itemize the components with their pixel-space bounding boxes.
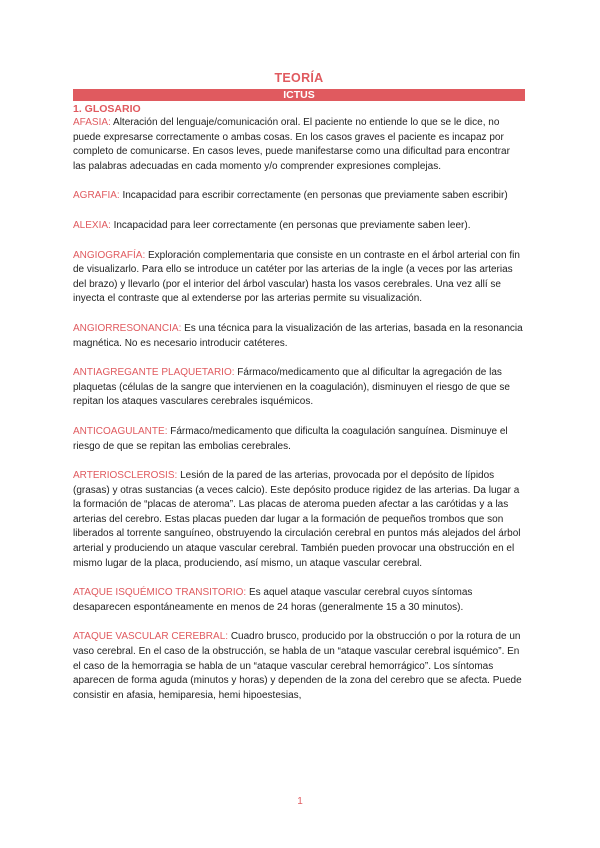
glossary-entry-ataque-isquemico: ATAQUE ISQUÉMICO TRANSITORIO: Es aquel ataque vascular cerebral cuyos síntomas desaparecen espontáneamente en menos de 24 horas (generalmente 15 a 30 minutos). bbox=[73, 587, 473, 613]
glossary-entry-anticoagulante: ANTICOAGULANTE: Fármaco/medicamento que dificulta la coagulación sanguínea. Disminuye el riesgo de que se repitan las embolias cerebrales. bbox=[73, 425, 508, 452]
glossary-definition: Es aquel ataque vascular cerebral cuyos síntomas desaparecen espontáneamente en menos de 24 horas (generalmente 15 a 30 minutos). bbox=[73, 587, 473, 613]
glossary-term: ANTIAGREGANTE PLAQUETARIO bbox=[73, 367, 232, 379]
glossary-term: ATAQUE VASCULAR CEREBRAL bbox=[73, 631, 226, 643]
glossary-entry-arteriosclerosis: ARTERIOSCLEROSIS: Lesión de la pared de las arterias, provocada por el depósito de lípidos (grasas) y otras sustancias (a veces calcio). Este depósito produce rigidez de las arterias. Da lugar a la formación de “placas de ateroma”. Las placas de ateroma pueden afectar a las carótidas y a las arterias del cerebro. Estas placas pueden dar lugar a la formación de pequeños trombos que son liberados al torrente sanguíneo, obstruyendo la circulación cerebral en puntos más alejados del árbol arterial y produciendo un ataque vascular cerebral. También pueden provocar una obstrucción en el mismo lugar de la placa, produciendo, así mismo, un ataque vascular cerebral. bbox=[73, 470, 521, 569]
glossary-entry-antiagregante: ANTIAGREGANTE PLAQUETARIO: Fármaco/medicamento que al dificultar la agregación de las plaquetas (células de la sangre que intervienen en la coagulación), disminuyen el riesgo de que se repitan los ataques vasculares cerebrales isquémicos. bbox=[73, 367, 510, 408]
glossary-definition: Lesión de la pared de las arterias, provocada por el depósito de lípidos (grasas) y otras sustancias (a veces calcio). Este depósito produce rigidez de las arterias. Da lugar a la formación de “placas de ateroma”. Las placas de ateroma pueden afectar a las carótidas y a las arterias del cerebro. Estas placas pueden dar lugar a la formación de pequeños trombos que son liberados al torrente sanguíneo, obstruyendo la circulación cerebral en puntos más alejados del árbol arterial y produciendo un ataque vascular cerebral. También pueden provocar una obstrucción en el mismo lugar de la placa, produciendo, así mismo, un ataque vascular cerebral. bbox=[73, 470, 521, 569]
glossary-definition: Exploración complementaria que consiste en un contraste en el árbol arterial con fin de visualizarlo. Para ello se introduce un catéter por las arterias de la ingle (a veces por las arterias del brazo) y llevarlo (por el interior del árbol vascular) hasta los vasos cerebrales. Una vez allí se inyecta el contraste que al extenderse por las arterias permite su visualización. bbox=[73, 249, 520, 305]
document-title: TEORÍA bbox=[274, 71, 324, 85]
document-page bbox=[73, 70, 525, 718]
glossary-term: ANGIOGRAFÍA bbox=[73, 249, 143, 261]
glossary-term: ATAQUE ISQUÉMICO TRANSITORIO bbox=[73, 587, 244, 599]
glossary-definition: Es una técnica para la visualización de las arterias, basada en la resonancia magnética. No es necesario introducir catéteres. bbox=[73, 322, 523, 349]
glossary-entry-afasia: AFASIA: Alteración del lenguaje/comunicación oral. El paciente no entiende lo que se le dice, no puede expresarse correctamente o ambas cosas. En los casos graves el paciente es incapaz por completo de comunicarse. En casos leves, puede manifestarse como una dificultad para encontrar las palabras adecuadas en cada momento y/o comprender expresiones complejas. bbox=[73, 117, 510, 172]
glossary-term: ARTERIOSCLEROSIS bbox=[73, 470, 175, 482]
glossary-definition: Alteración del lenguaje/comunicación oral. El paciente no entiende lo que se le dice, no puede expresarse correctamente o ambas cosas. En los casos graves el paciente es incapaz por completo de comunicarse. En casos leves, puede manifestarse como una dificultad para encontrar las palabras adecuadas en cada momento y/o comprender expresiones complejas. bbox=[73, 117, 510, 172]
glossary-term: AGRAFIA bbox=[73, 190, 117, 202]
glossary-definition: Incapacidad para leer correctamente (en personas que previamente saben leer). bbox=[113, 219, 471, 231]
glossary-entry-ataque-vascular: ATAQUE VASCULAR CEREBRAL: Cuadro brusco, producido por la obstrucción o por la rotura de un vaso cerebral. En el caso de la obstrucción, se habla de un “ataque vascular cerebral isquémico”. En el caso de la hemorragia se habla de un “ataque vascular cerebral hemorrágico”. Los síntomas aparecen de forma aguda (minutos y horas) y dependen de la zona del cerebro que se afecta. Puede consistir en afasia, hemiparesia, hemi hipoestesias, bbox=[73, 631, 522, 701]
glossary-definition: Cuadro brusco, producido por la obstrucción o por la rotura de un vaso cerebral. En el caso de la obstrucción, se habla de un “ataque vascular cerebral isquémico”. En el caso de la hemorragia se habla de un “ataque vascular cerebral hemorrágico”. Los síntomas aparecen de forma aguda (minutos y horas) y dependen de la zona del cerebro que se afecta. Puede consistir en afasia, hemiparesia, hemi hipoestesias, bbox=[73, 631, 522, 701]
glossary-term: ANTICOAGULANTE bbox=[73, 425, 165, 437]
glossary-definition: Fármaco/medicamento que dificulta la coagulación sanguínea. Disminuye el riesgo de que se repitan las embolias cerebrales. bbox=[73, 425, 508, 452]
glossary-term: ALEXIA bbox=[73, 219, 109, 231]
page-number: 1 bbox=[297, 796, 303, 807]
glossary-term: ANGIORRESONANCIA bbox=[73, 322, 179, 334]
topic-banner: ICTUS bbox=[73, 89, 525, 101]
glossary-entry-angiorresonancia: ANGIORRESONANCIA: Es una técnica para la visualización de las arterias, basada en la resonancia magnética. No es necesario introducir catéteres. bbox=[73, 322, 523, 349]
glossary-entry-agrafia: AGRAFIA: Incapacidad para escribir correctamente (en personas que previamente saben escribir) bbox=[73, 190, 508, 202]
glossary-entry-alexia: ALEXIA: Incapacidad para leer correctamente (en personas que previamente saben leer). bbox=[73, 219, 471, 231]
section-heading: 1. GLOSARIO bbox=[73, 103, 141, 115]
glossary-definition: Fármaco/medicamento que al dificultar la agregación de las plaquetas (células de la sangre que intervienen en la coagulación), disminuyen el riesgo de que se repitan los ataques vasculares cerebrales isquémicos. bbox=[73, 367, 510, 408]
glossary-term: AFASIA bbox=[73, 117, 109, 128]
glossary-definition: Incapacidad para escribir correctamente (en personas que previamente saben escribir) bbox=[122, 190, 508, 202]
glossary-entry-angiografia: ANGIOGRAFÍA: Exploración complementaria que consiste en un contraste en el árbol arterial con fin de visualizarlo. Para ello se introduce un catéter por las arterias de la ingle (a veces por las arterias del brazo) y llevarlo (por el interior del árbol vascular) hasta los vasos cerebrales. Una vez allí se inyecta el contraste que al extenderse por las arterias permite su visualización. bbox=[73, 249, 520, 305]
